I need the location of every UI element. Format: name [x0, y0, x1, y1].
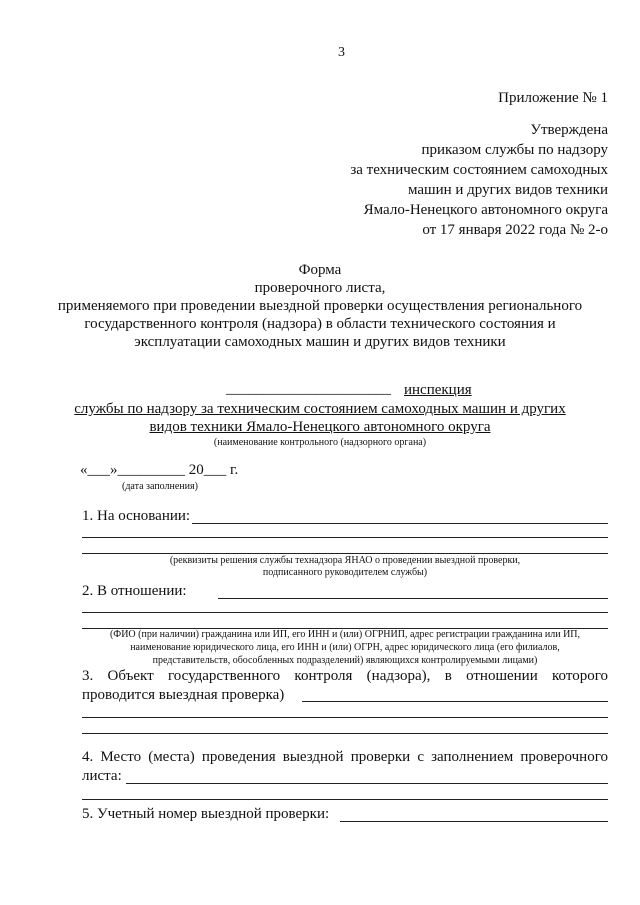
form-title-line-2: проверочного листа,	[254, 280, 386, 296]
form-title-line-1: Форма	[298, 262, 342, 278]
approval-line-5: Ямало-Ненецкого автономного округа	[363, 202, 608, 218]
item-4-input-line[interactable]	[126, 783, 608, 784]
item-1-input-line[interactable]	[192, 523, 608, 524]
form-title-line-3: применяемого при проведении выездной проверки осуществления регионального	[57, 298, 583, 314]
item-1-caption-2: подписанного руководителем службы)	[262, 567, 428, 578]
item-1-label: 1. На основании:	[82, 508, 191, 524]
item-3-input-line-3[interactable]	[82, 733, 608, 734]
form-title-line-5: эксплуатации самоходных машин и других видов техники	[134, 334, 506, 350]
page-number: 3	[338, 45, 345, 60]
item-3-input-line[interactable]	[302, 701, 608, 702]
inspection-blank: ______________________	[226, 381, 391, 397]
approval-line-4: машин и других видов техники	[407, 182, 608, 198]
inspection-line-3: видов техники Ямало-Ненецкого автономного округа	[149, 419, 491, 435]
item-4-line-2: листа:	[82, 768, 122, 784]
approval-line-1: Утверждена	[530, 122, 608, 138]
item-5-label: 5. Учетный номер выездной проверки:	[82, 806, 330, 822]
item-1-input-line-2[interactable]	[82, 537, 608, 538]
item-1-caption-1: (реквизиты решения службы технадзора ЯНАО о проведении выездной проверки,	[169, 555, 521, 566]
date-fill-field[interactable]: «___»_________ 20___ г.	[80, 462, 239, 478]
item-3-input-line-2[interactable]	[82, 717, 608, 718]
approval-line-3: за техническим состоянием самоходных	[350, 162, 608, 178]
inspection-caption: (наименование контрольного (надзорного органа)	[213, 437, 427, 448]
item-2-input-line[interactable]	[218, 598, 608, 599]
item-5-input-line[interactable]	[340, 821, 608, 822]
item-2-label: 2. В отношении:	[82, 583, 187, 599]
item-4-input-line-2[interactable]	[82, 799, 608, 800]
inspection-line-2: службы по надзору за техническим состоянием самоходных машин и других	[74, 401, 566, 417]
date-fill-caption: (дата заполнения)	[122, 481, 198, 492]
appendix-label: Приложение № 1	[498, 90, 608, 106]
approval-line-6: от 17 января 2022 года № 2-о	[422, 222, 608, 238]
item-2-caption-3: представительств, обособленных подразделений) являющихся контролируемыми лицами)	[152, 655, 538, 666]
item-3-line-2: проводится выездная проверка)	[82, 687, 285, 703]
item-1-input-line-3[interactable]	[82, 553, 608, 554]
approval-line-2: приказом службы по надзору	[421, 142, 608, 158]
item-4-line-1: 4. Место (места) проведения выездной проверки с заполнением проверочного	[82, 749, 608, 765]
item-2-caption-1: (ФИО (при наличии) гражданина или ИП, его ИНН и (или) ОГРНИП, адрес регистрации гражданина или ИП,	[109, 629, 581, 640]
inspection-word: инспекция	[404, 382, 472, 398]
form-title-line-4: государственного контроля (надзора) в области технического состояния и	[84, 316, 556, 332]
item-2-input-line-2[interactable]	[82, 612, 608, 613]
item-2-caption-2: наименование юридического лица, его ИНН и (или) ОГРН, адрес юридического лица (его филиалов,	[130, 642, 560, 653]
item-3-line-1: 3. Объект государственного контроля (надзора), в отношении которого	[82, 668, 608, 684]
